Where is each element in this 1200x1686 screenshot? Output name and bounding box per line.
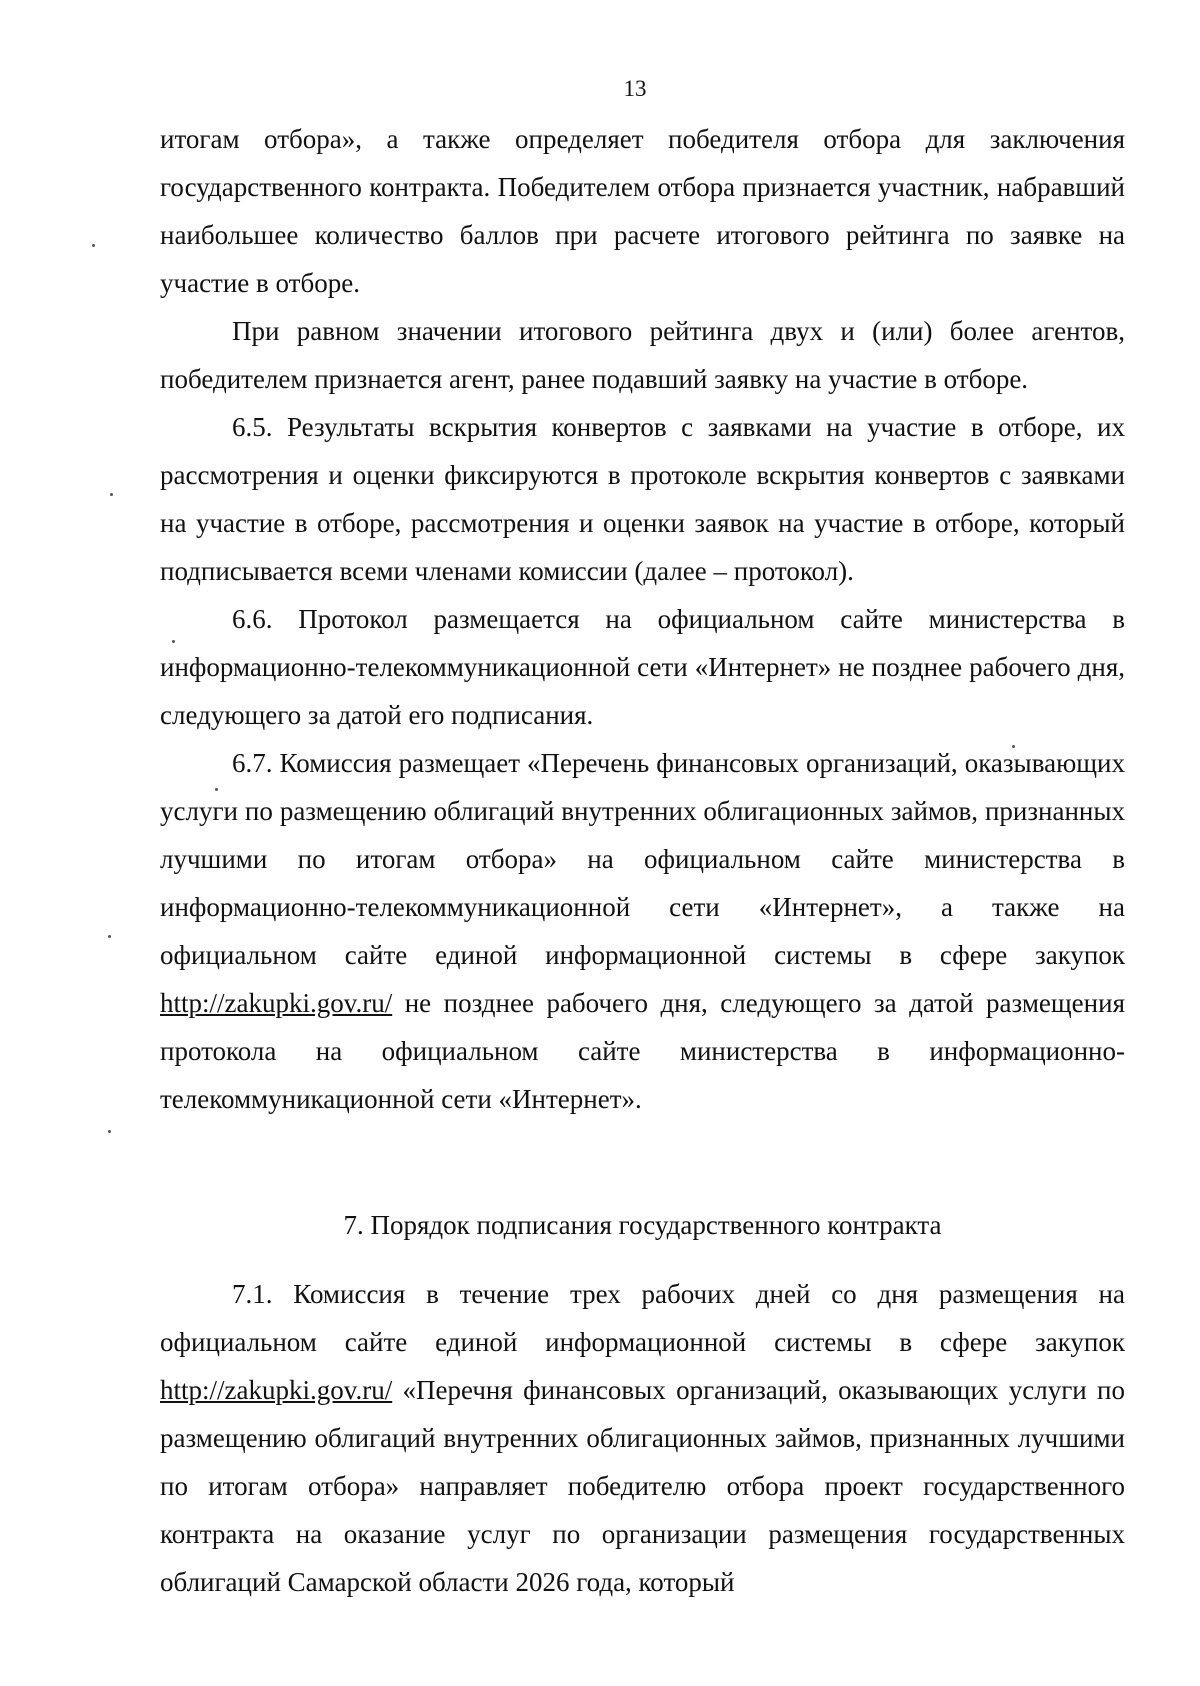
scan-speck [92, 244, 95, 247]
zakupki-link-6-7[interactable]: http://zakupki.gov.ru/ [160, 988, 393, 1018]
body-text-top [160, 115, 1125, 1123]
scan-speck [108, 935, 111, 938]
scan-speck [110, 493, 113, 496]
paragraph-6-7-text-before: 6.7. Комиссия размещает «Перечень финансовых организаций, оказывающих услуги по размещению облигаций внутренних облигационных займов, признанных лучшими по итогам отбора» на официальном сайте министерства в информационно-телекоммуникационной сети «Интернет», а также на официальном сайте единой информационной системы в сфере закупок [160, 748, 1125, 970]
scan-speck [1012, 745, 1015, 748]
section-7-heading: 7. Порядок подписания государственного контракта [343, 1210, 942, 1240]
paragraph-6-7-text-after: не позднее рабочего дня, следующего за датой размещения протокола на официальном сайте министерства в информационно-телекоммуникационной сети «Интернет». [160, 988, 1125, 1114]
paragraph-6-5: 6.5. Результаты вскрытия конвертов с заявками на участие в отборе, их рассмотрения и оценки фиксируются в протоколе вскрытия конвертов с заявками на участие в отборе, рассмотрения и оценки заявок на участие в отборе, который подписывается всеми членами комиссии (далее – протокол). [160, 412, 1125, 586]
scan-speck [172, 640, 175, 643]
page-number: 13 [623, 76, 647, 101]
scan-speck [108, 1130, 111, 1133]
paragraph-continuation: итогам отбора», а также определяет победителя отбора для заключения государственного контракта. Победителем отбора признается участник, набравший наибольшее количество баллов при расчете итогового рейтинга по заявке на участие в отборе. [160, 124, 1125, 298]
paragraph-6-7 [160, 739, 1125, 1123]
paragraph-7-1-text-before: 7.1. Комиссия в течение трех рабочих дней со дня размещения на официальном сайте единой информационной системы в сфере закупок [160, 1279, 1125, 1357]
paragraph-6-6: 6.6. Протокол размещается на официальном сайте министерства в информационно-телекоммуникационной сети «Интернет» не позднее рабочего дня, следующего за датой его подписания. [160, 604, 1125, 730]
body-text-bottom [160, 1270, 1125, 1606]
paragraph-equal-rating: При равном значении итогового рейтинга двух и (или) более агентов, победителем признается агент, ранее подавший заявку на участие в отборе. [160, 316, 1125, 394]
paragraph-7-1-text-after: «Перечня финансовых организаций, оказывающих услуги по размещению облигаций внутренних облигационных займов, признанных лучшими по итогам отбора» направляет победителю отбора проект государственного контракта на оказание услуг по организации размещения государственных облигаций Самарской области 2026 года, который [160, 1375, 1125, 1597]
scan-speck [215, 788, 218, 791]
zakupki-link-7-1[interactable]: http://zakupki.gov.ru/ [160, 1375, 393, 1405]
paragraph-7-1 [160, 1270, 1125, 1606]
